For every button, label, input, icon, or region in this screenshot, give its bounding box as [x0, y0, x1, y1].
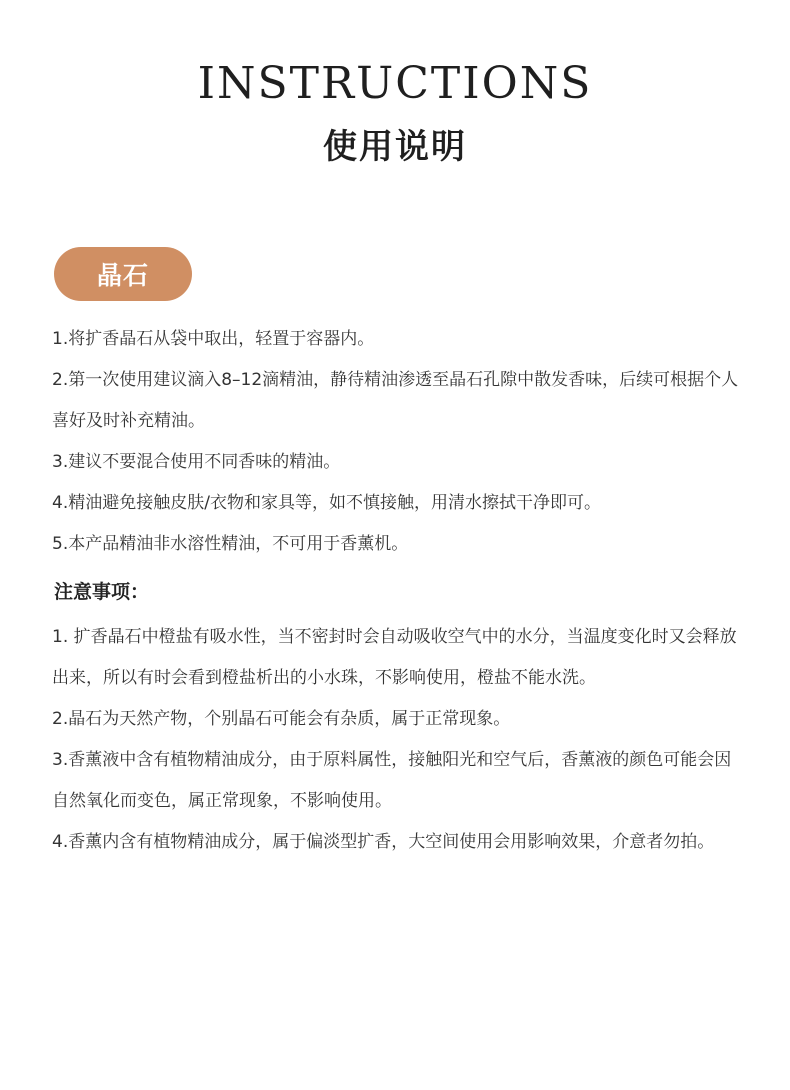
page-title-en: INSTRUCTIONS [197, 58, 593, 109]
instruction-item: 2.第一次使用建议滴入8–12滴精油，静待精油渗透至晶石孔隙中散发香味，后续可根据个人喜好及时补充精油。 [52, 370, 739, 431]
section-tag-crystal [54, 247, 192, 301]
instruction-item: 5.本产品精油非水溶性精油，不可用于香薰机。 [52, 534, 409, 554]
page-title-zh: 使用说明 [323, 127, 467, 167]
instruction-item: 3.建议不要混合使用不同香味的精油。 [52, 452, 341, 472]
note-item: 4.香薰内含有植物精油成分，属于偏淡型扩香，大空间使用会用影响效果，介意者勿拍。 [52, 832, 715, 852]
instruction-item: 1.将扩香晶石从袋中取出，轻置于容器内。 [52, 329, 375, 349]
instructions-list [52, 319, 742, 565]
section-tag-label: 晶石 [96, 261, 149, 290]
instruction-item: 4.精油避免接触皮肤/衣物和家具等，如不慎接触，用清水擦拭干净即可。 [52, 493, 601, 513]
note-item: 1. 扩香晶石中橙盐有吸水性，当不密封时会自动吸收空气中的水分，当温度变化时又会释放出来，所以有时会看到橙盐析出的小水珠，不影响使用，橙盐不能水洗。 [52, 627, 737, 688]
notes-list [52, 617, 742, 863]
note-item: 2.晶石为天然产物，个别晶石可能会有杂质，属于正常现象。 [52, 709, 511, 729]
notes-title: 注意事项： [54, 581, 150, 603]
note-item: 3.香薰液中含有植物精油成分，由于原料属性，接触阳光和空气后，香薰液的颜色可能会因自然氧化而变色，属正常现象，不影响使用。 [52, 750, 732, 811]
